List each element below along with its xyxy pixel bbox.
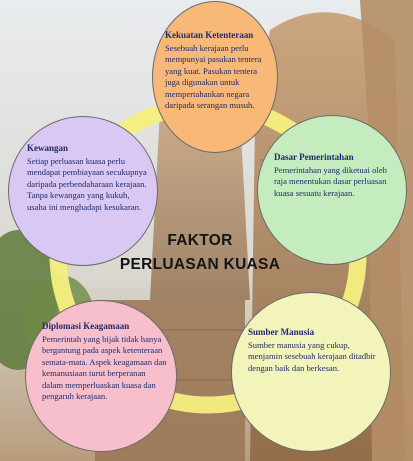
center-title-line2: PERLUASAN KUASA xyxy=(119,256,281,273)
node-title: Sumber Manusia xyxy=(248,327,315,337)
node-title: Diplomasi Keagamaan xyxy=(42,321,130,331)
node-body: Setiap perluasan kuasa perlu mendapat pembiayaan secukupnya daripada perbendaharaan kerajaan. Tanpa kewangan yang kukuh, usaha ini menghadapi kesukaran. xyxy=(27,155,147,212)
node-body: Sesebuah kerajaan perlu mempunyai pasukan tentera yang kuat. Pasukan tentera juga digunakan untuk mempertahankan negara daripada serangan musuh. xyxy=(165,42,262,111)
node-title: Kekuatan Ketenteraan xyxy=(165,30,254,40)
node-title: Kewangan xyxy=(27,143,69,153)
node-body: Sumber manusia yang cukup, menjamin sesebuah kerajaan ditadbir dengan baik dan berkesan. xyxy=(248,339,376,373)
node-sumber-manusia xyxy=(231,292,391,452)
node-diplomasi-keagamaan xyxy=(25,300,177,452)
center-title-line1: FAKTOR xyxy=(167,232,233,249)
node-body: Pemerintah yang bijak tidak hanya bergantung pada aspek ketenteraan semata-mata. Aspek keagamaan dan kemanusiaan turut berperanan dalam memperluaskan kuasa dan pengaruh kerajaan. xyxy=(42,333,167,402)
node-kekuatan-ketenteraan xyxy=(152,1,278,153)
node-title: Dasar Pemerintahan xyxy=(274,152,354,162)
node-body: Pemerintahan yang diketuai oleh raja menentukan dasar perluasan kuasa sesuatu kerajaan. xyxy=(274,164,387,198)
